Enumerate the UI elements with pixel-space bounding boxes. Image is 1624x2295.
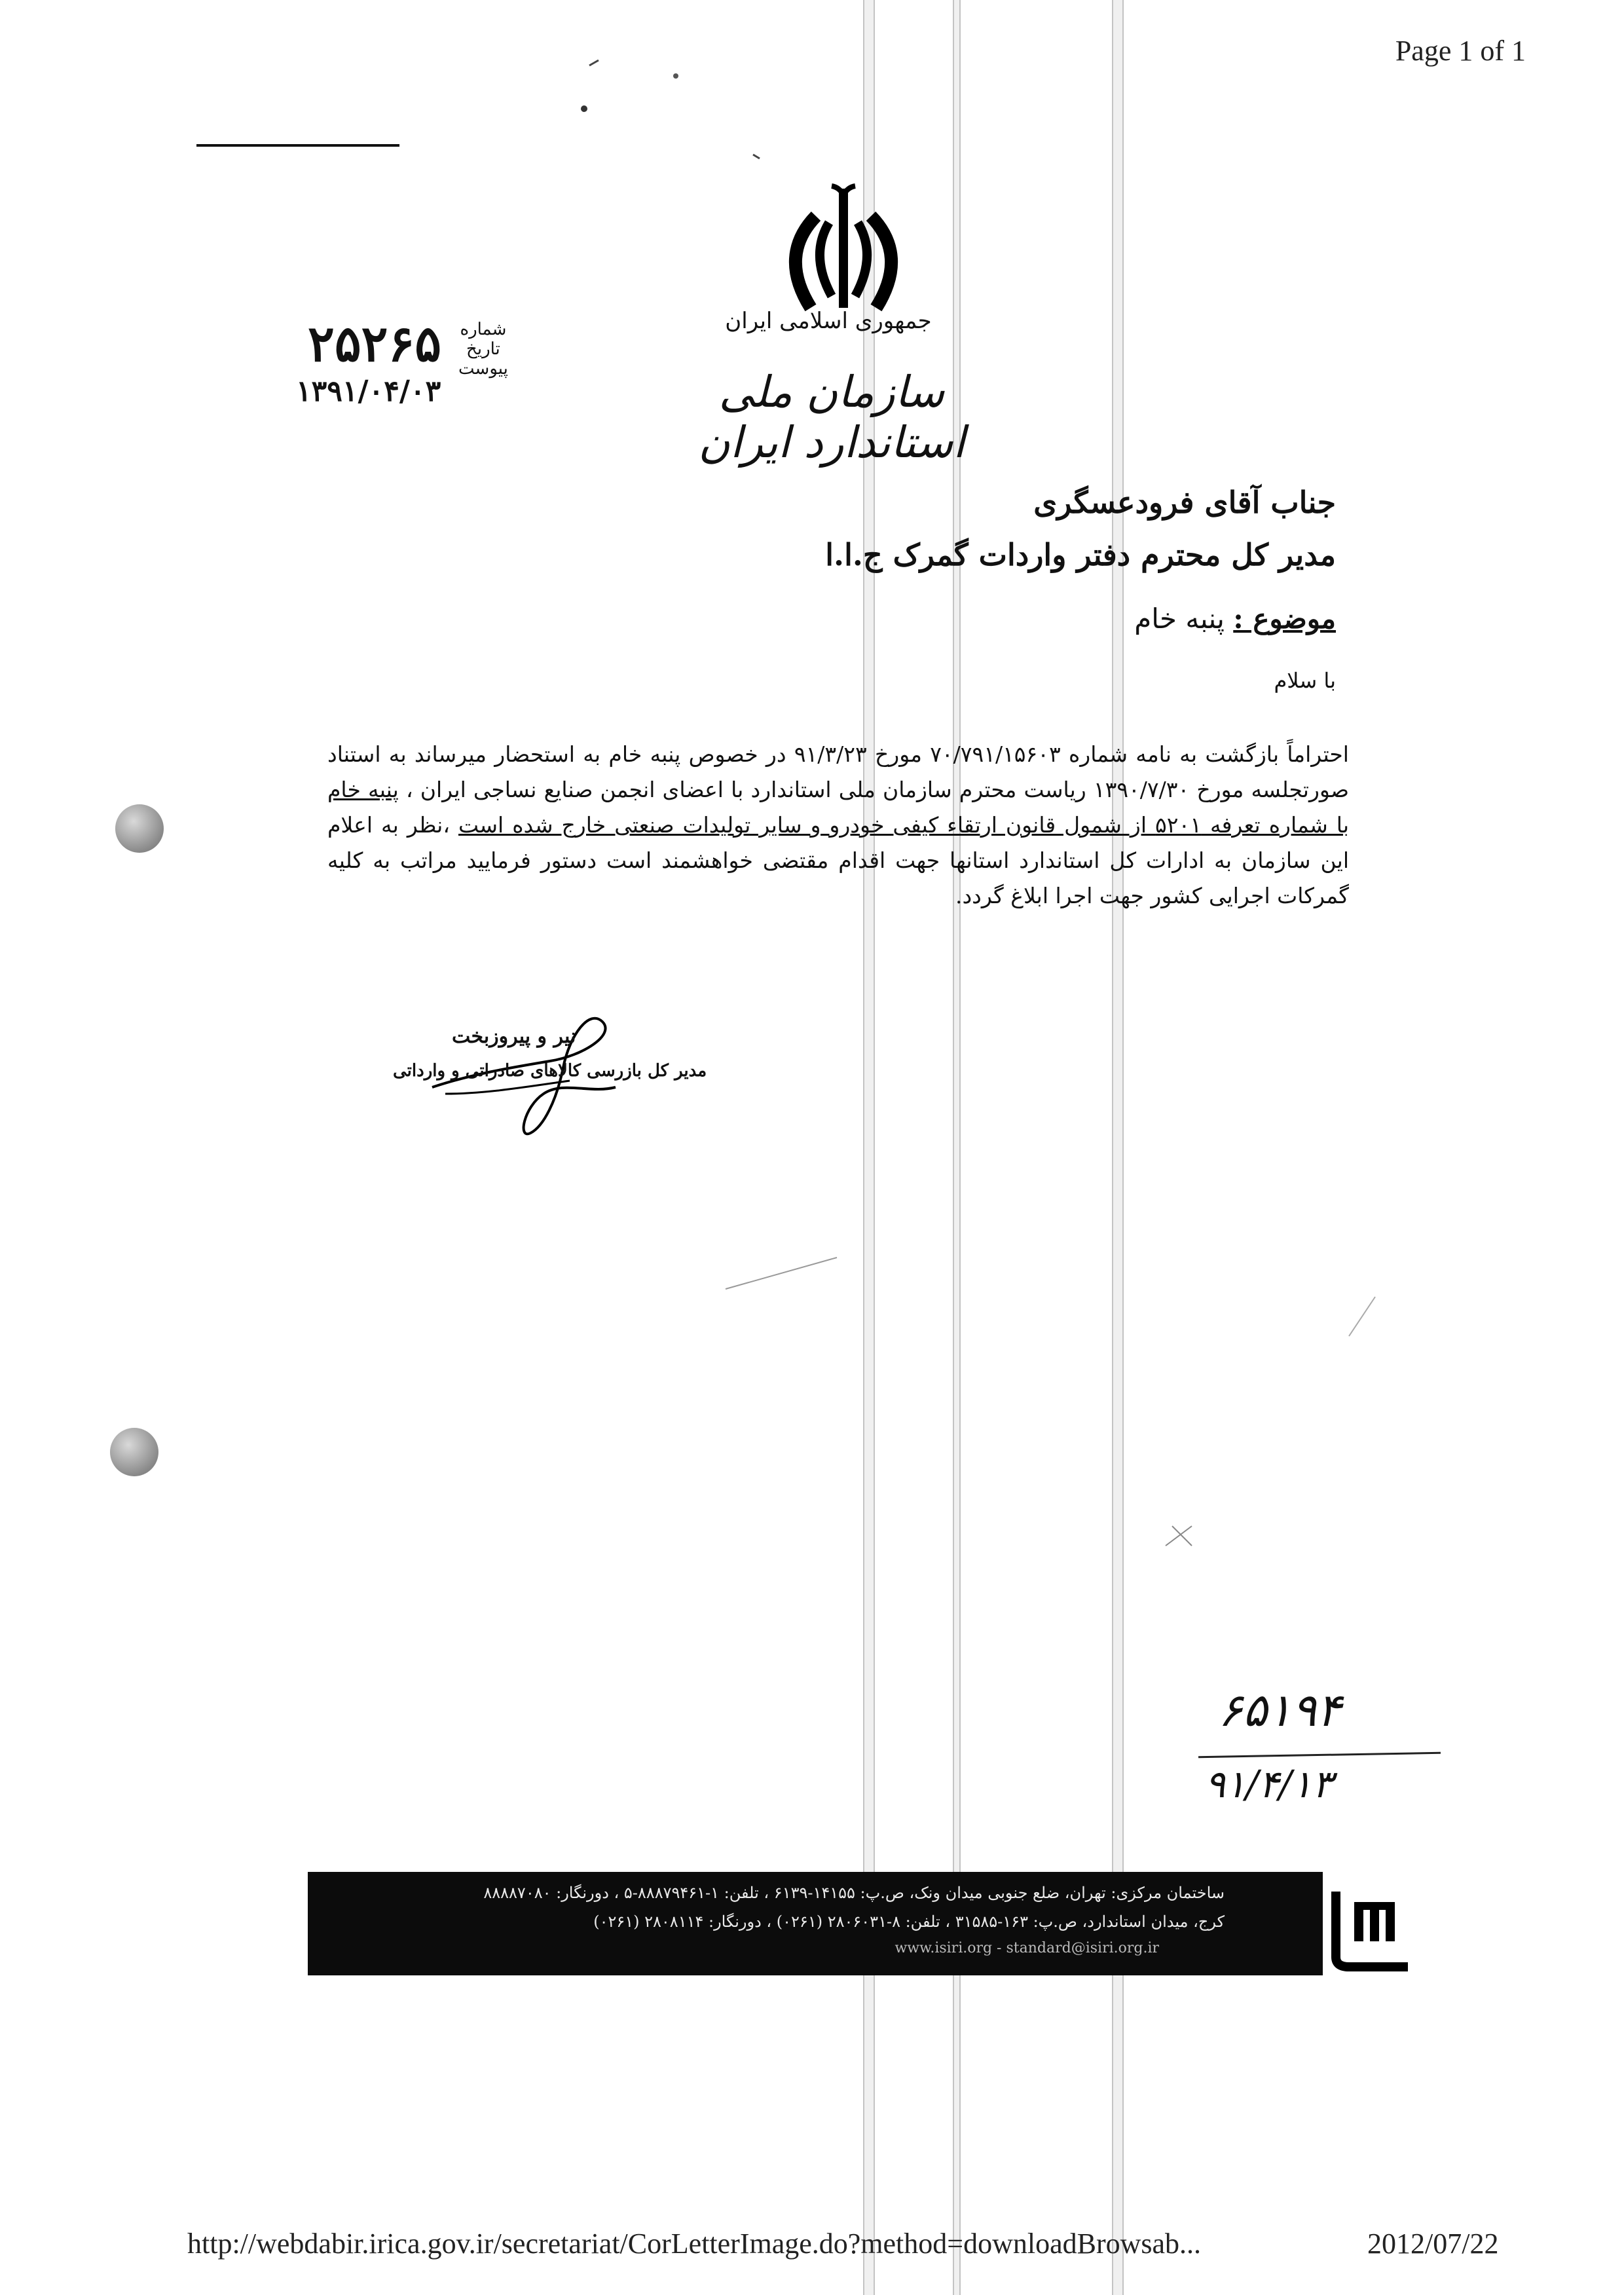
page-count-label: Page 1 of 1 <box>1395 35 1526 67</box>
body-underlined-text: پنبه خام با شماره تعرفه ۵۲۰۱ از شمول قانون ارتقاء کیفی خودرو و سایر تولیدات صنعتی خارج شده است <box>327 777 1349 838</box>
handwritten-rule <box>1198 1752 1441 1758</box>
punch-hole <box>110 1428 158 1476</box>
footer-address-line: کرج، میدان استاندارد، ص.پ: ۱۶۳-۳۱۵۸۵ ، تلفن: ۸-۲۸۰۶۰۳۱ (۰۲۶۱) ، دورنگار: ۲۸۰۸۱۱۴ (۰۲۶۱) <box>593 1912 1225 1931</box>
signatory-name: نیر و پیروزبخت <box>452 1025 576 1048</box>
greeting: با سلام <box>1274 668 1336 693</box>
letter-number: ۲۵۲۶۵ <box>308 314 442 373</box>
letterhead-organization: سازمان ملی استاندارد ایران <box>698 367 965 468</box>
body-text: احتراماً بازگشت به نامه شماره ۷۰/۷۹۱/۱۵۶۰۳ مورخ ۹۱/۳/۲۳ در خصوص پنبه خام به استحضار میرساند به استناد صورتجلسه مورخ ۱۳۹۰/۷/۳۰ ریاست محترم سازمان ملی استاندارد با اعضای انجمن صنایع نساجی ایران ، <box>327 741 1349 802</box>
print-date: 2012/07/22 <box>1367 2228 1499 2260</box>
header-rule <box>196 144 399 147</box>
reference-label-number: شماره <box>460 320 507 339</box>
addressee-title: مدیر کل محترم دفتر واردات گمرک ج.ا.ا <box>825 537 1336 572</box>
letter-body <box>327 737 1349 914</box>
source-url: http://webdabir.irica.gov.ir/secretariat/CorLetterImage.do?method=downloadBrowsab... <box>187 2228 1202 2260</box>
reference-labels <box>458 320 508 379</box>
reference-label-attachment: پیوست <box>458 359 508 379</box>
footer-address-line: ساختمان مرکزی: تهران، ضلع جنوبی میدان ونک، ص.پ: ۱۴۱۵۵-۶۱۳۹ ، تلفن: ۱-۸۸۸۷۹۴۶۱-۵ ، دورنگار: ۸۸۸۸۷۰۸۰ <box>483 1884 1225 1902</box>
iran-emblem-icon <box>765 177 922 321</box>
subject-value: پنبه خام <box>1134 603 1225 635</box>
footer-web-line: www.isiri.org - standard@isiri.org.ir <box>895 1940 1159 1956</box>
letterhead-footer-bar <box>308 1872 1421 1975</box>
letterhead-country: جمهوری اسلامی ایران <box>725 308 932 334</box>
handwritten-registration-number: ۶۵۱۹۴ <box>1218 1683 1341 1737</box>
subject-line <box>1134 603 1336 635</box>
isiri-logo-icon <box>1323 1872 1421 1975</box>
body-text: ،نظر به اعلام این سازمان به ادارات کل استاندارد استانها جهت اقدام مقتضی خواهشمند است دستور فرمایید مراتب به کلیه گمرکات اجرایی کشور جهت اجرا ابلاغ گردد. <box>327 812 1349 908</box>
handwritten-registration-date: ۹۱/۴/۱۳ <box>1205 1762 1333 1806</box>
punch-hole <box>115 804 164 853</box>
addressee-name: جناب آقای فرودعسگری <box>1033 485 1336 520</box>
reference-label-date: تاریخ <box>466 339 500 359</box>
signatory-title: مدیر کل بازرسی کالاهای صادراتی و وارداتی <box>393 1061 707 1081</box>
subject-label: موضوع : <box>1233 603 1336 635</box>
letter-date: ۱۳۹۱/۰۴/۰۳ <box>296 375 441 408</box>
